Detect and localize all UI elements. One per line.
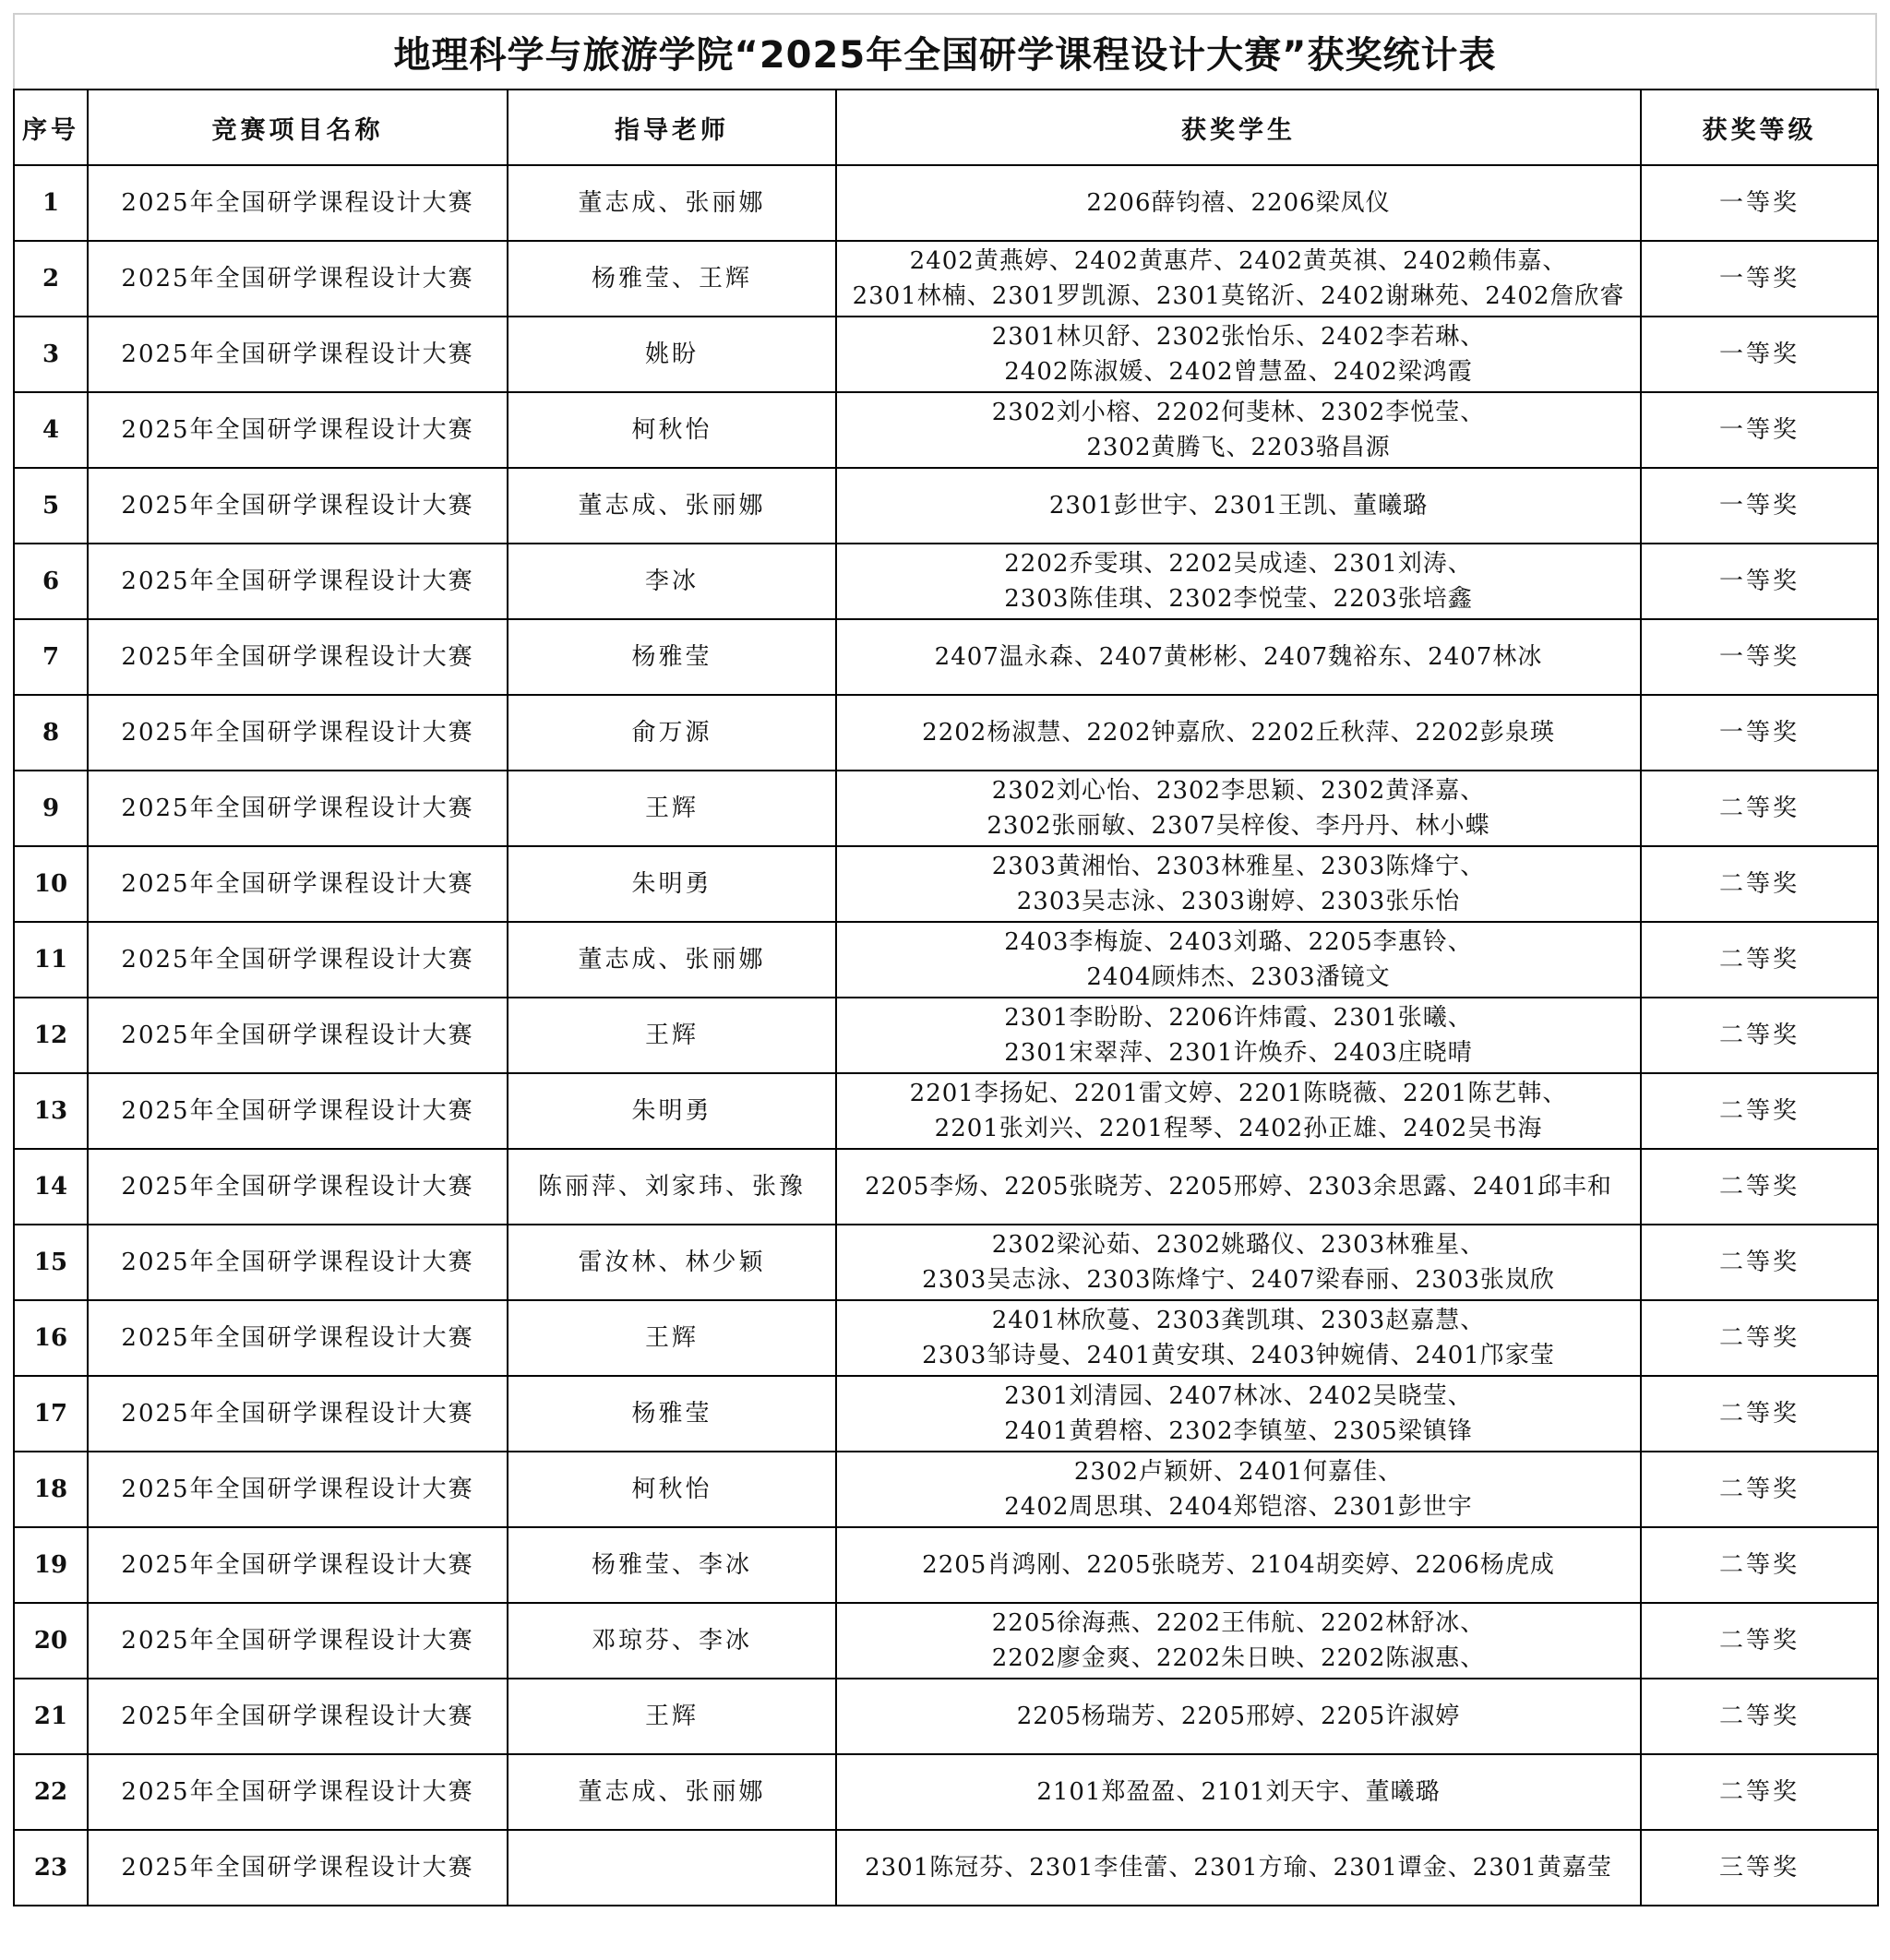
row-index: 10	[14, 846, 88, 922]
project-name: 2025年全国研学课程设计大赛	[88, 1225, 508, 1300]
header-teacher: 指导老师	[508, 90, 836, 165]
project-name: 2025年全国研学课程设计大赛	[88, 1376, 508, 1452]
student-line: 2303黄湘怡、2303林雅星、2303陈烽宁、	[991, 853, 1486, 880]
teacher-names: 雷汝林、林少颖	[508, 1225, 836, 1300]
student-names	[836, 771, 1641, 846]
table-row	[14, 241, 1878, 317]
student-names	[836, 1225, 1641, 1300]
award-level: 二等奖	[1641, 1754, 1878, 1830]
table-row	[14, 1376, 1878, 1452]
project-name: 2025年全国研学课程设计大赛	[88, 1679, 508, 1754]
teacher-names: 姚盼	[508, 317, 836, 392]
project-name: 2025年全国研学课程设计大赛	[88, 619, 508, 695]
student-line: 2201张刘兴、2201程琴、2402孙正雄、2402吴书海	[934, 1115, 1543, 1142]
row-index: 13	[14, 1073, 88, 1149]
project-name: 2025年全国研学课程设计大赛	[88, 1527, 508, 1603]
row-index: 22	[14, 1754, 88, 1830]
row-index: 14	[14, 1149, 88, 1225]
award-level: 二等奖	[1641, 1149, 1878, 1225]
project-name: 2025年全国研学课程设计大赛	[88, 317, 508, 392]
student-names	[836, 619, 1641, 695]
row-index: 2	[14, 241, 88, 317]
award-level: 二等奖	[1641, 1225, 1878, 1300]
project-name: 2025年全国研学课程设计大赛	[88, 998, 508, 1073]
student-names	[836, 1073, 1641, 1149]
student-line: 2401黄碧榕、2302李镇堃、2305梁镇锋	[1004, 1417, 1473, 1445]
table-row	[14, 165, 1878, 241]
table-row	[14, 846, 1878, 922]
student-line: 2301李盼盼、2206许炜霞、2301张曦、	[1004, 1004, 1473, 1032]
teacher-names: 俞万源	[508, 695, 836, 771]
header-students: 获奖学生	[836, 90, 1641, 165]
award-level: 一等奖	[1641, 619, 1878, 695]
row-index: 1	[14, 165, 88, 241]
award-level: 二等奖	[1641, 846, 1878, 922]
student-names	[836, 317, 1641, 392]
project-name: 2025年全国研学课程设计大赛	[88, 922, 508, 998]
award-level: 一等奖	[1641, 468, 1878, 544]
row-index: 6	[14, 544, 88, 619]
row-index: 23	[14, 1830, 88, 1906]
award-level: 二等奖	[1641, 1073, 1878, 1149]
project-name: 2025年全国研学课程设计大赛	[88, 544, 508, 619]
student-line: 2301彭世宇、2301王凯、董曦璐	[1048, 492, 1429, 520]
row-index: 8	[14, 695, 88, 771]
header-row	[14, 90, 1878, 165]
header-level: 获奖等级	[1641, 90, 1878, 165]
teacher-names: 陈丽萍、刘家玮、张豫	[508, 1149, 836, 1225]
teacher-names: 朱明勇	[508, 1073, 836, 1149]
student-line: 2302刘小榕、2202何斐林、2302李悦莹、	[991, 399, 1486, 426]
award-rows	[14, 165, 1878, 1906]
award-sheet	[13, 13, 1877, 1949]
award-level: 二等奖	[1641, 1300, 1878, 1376]
project-name: 2025年全国研学课程设计大赛	[88, 1754, 508, 1830]
student-line: 2301林楠、2301罗凯源、2301莫铭沂、2402谢琳苑、2402詹欣睿	[852, 282, 1625, 310]
student-line: 2205李炀、2205张晓芳、2205邢婷、2303余思露、2401邱丰和	[865, 1173, 1612, 1201]
table-row	[14, 1149, 1878, 1225]
student-line: 2403李梅旋、2403刘璐、2205李惠铃、	[1004, 928, 1473, 956]
student-names	[836, 1527, 1641, 1603]
table-row	[14, 1830, 1878, 1906]
student-names	[836, 922, 1641, 998]
sheet-title: 地理科学与旅游学院“2025年全国研学课程设计大赛”获奖统计表	[13, 13, 1877, 89]
student-names	[836, 1830, 1641, 1906]
student-line: 2202廖金爽、2202朱日映、2202陈淑惠、	[991, 1644, 1486, 1672]
row-index: 16	[14, 1300, 88, 1376]
teacher-names: 董志成、张丽娜	[508, 922, 836, 998]
table-row	[14, 544, 1878, 619]
table-row	[14, 1452, 1878, 1527]
student-line: 2302卢颖妍、2401何嘉佳、	[1073, 1458, 1404, 1486]
award-level: 二等奖	[1641, 1679, 1878, 1754]
row-index: 21	[14, 1679, 88, 1754]
student-names	[836, 1376, 1641, 1452]
teacher-names: 柯秋怡	[508, 1452, 836, 1527]
teacher-names: 李冰	[508, 544, 836, 619]
student-names	[836, 1754, 1641, 1830]
table-row	[14, 922, 1878, 998]
student-names	[836, 695, 1641, 771]
award-level: 一等奖	[1641, 392, 1878, 468]
teacher-names: 董志成、张丽娜	[508, 468, 836, 544]
table-row	[14, 1679, 1878, 1754]
student-names	[836, 165, 1641, 241]
student-names	[836, 1149, 1641, 1225]
student-names	[836, 1300, 1641, 1376]
project-name: 2025年全国研学课程设计大赛	[88, 392, 508, 468]
award-level: 一等奖	[1641, 317, 1878, 392]
teacher-names: 王辉	[508, 771, 836, 846]
project-name: 2025年全国研学课程设计大赛	[88, 1149, 508, 1225]
teacher-names: 杨雅莹、李冰	[508, 1527, 836, 1603]
teacher-names: 杨雅莹	[508, 1376, 836, 1452]
table-row	[14, 1754, 1878, 1830]
student-line: 2302梁沁茹、2302姚璐仪、2303林雅星、	[991, 1231, 1486, 1259]
student-names	[836, 241, 1641, 317]
table-row	[14, 771, 1878, 846]
award-level: 二等奖	[1641, 1603, 1878, 1679]
row-index: 17	[14, 1376, 88, 1452]
student-names	[836, 1679, 1641, 1754]
header-project: 竞赛项目名称	[88, 90, 508, 165]
teacher-names	[508, 1830, 836, 1906]
award-level: 二等奖	[1641, 771, 1878, 846]
header-index: 序号	[14, 90, 88, 165]
teacher-names: 杨雅莹	[508, 619, 836, 695]
student-line: 2302黄腾飞、2203骆昌源	[1086, 434, 1391, 461]
project-name: 2025年全国研学课程设计大赛	[88, 1300, 508, 1376]
project-name: 2025年全国研学课程设计大赛	[88, 165, 508, 241]
student-line: 2303邹诗曼、2401黄安琪、2403钟婉倩、2401邝家莹	[922, 1342, 1555, 1369]
row-index: 19	[14, 1527, 88, 1603]
teacher-names: 王辉	[508, 1300, 836, 1376]
award-level: 二等奖	[1641, 1452, 1878, 1527]
teacher-names: 王辉	[508, 998, 836, 1073]
table-row	[14, 1300, 1878, 1376]
student-names	[836, 1603, 1641, 1679]
student-line: 2202乔雯琪、2202吴成逵、2301刘涛、	[1004, 550, 1473, 578]
project-name: 2025年全国研学课程设计大赛	[88, 241, 508, 317]
student-line: 2401林欣蔓、2303龚凯琪、2303赵嘉慧、	[991, 1307, 1486, 1334]
student-line: 2402陈淑媛、2402曾慧盈、2402梁鸿霞	[1004, 358, 1473, 386]
student-line: 2101郑盈盈、2101刘天宇、董曦璐	[1036, 1778, 1441, 1806]
student-line: 2202杨淑慧、2202钟嘉欣、2202丘秋萍、2202彭泉瑛	[922, 719, 1555, 747]
student-line: 2303吴志泳、2303谢婷、2303张乐怡	[1016, 888, 1461, 915]
project-name: 2025年全国研学课程设计大赛	[88, 1452, 508, 1527]
row-index: 15	[14, 1225, 88, 1300]
student-line: 2302刘心怡、2302李思颖、2302黄泽嘉、	[991, 777, 1486, 805]
table-row	[14, 695, 1878, 771]
table-row	[14, 1527, 1878, 1603]
table-row	[14, 392, 1878, 468]
student-line: 2301陈冠芬、2301李佳蕾、2301方瑜、2301谭金、2301黄嘉莹	[865, 1854, 1612, 1882]
student-line: 2205徐海燕、2202王伟航、2202林舒冰、	[991, 1609, 1486, 1637]
table-row	[14, 1225, 1878, 1300]
table-row	[14, 317, 1878, 392]
project-name: 2025年全国研学课程设计大赛	[88, 468, 508, 544]
row-index: 11	[14, 922, 88, 998]
project-name: 2025年全国研学课程设计大赛	[88, 695, 508, 771]
teacher-names: 朱明勇	[508, 846, 836, 922]
student-line: 2402黄燕婷、2402黄惠芹、2402黄英祺、2402赖伟嘉、	[909, 247, 1568, 275]
student-line: 2402周思琪、2404郑铠溶、2301彭世宇	[1004, 1493, 1473, 1521]
student-line: 2205杨瑞芳、2205邢婷、2205许淑婷	[1016, 1703, 1461, 1730]
award-level: 一等奖	[1641, 544, 1878, 619]
row-index: 9	[14, 771, 88, 846]
student-line: 2404顾炜杰、2303潘镜文	[1086, 963, 1391, 991]
student-line: 2205肖鸿刚、2205张晓芳、2104胡奕婷、2206杨虎成	[922, 1551, 1555, 1579]
student-line: 2301刘清园、2407林冰、2402吴晓莹、	[1004, 1382, 1473, 1410]
student-line: 2201李扬妃、2201雷文婷、2201陈晓薇、2201陈艺韩、	[909, 1080, 1568, 1107]
award-level: 三等奖	[1641, 1830, 1878, 1906]
award-level: 二等奖	[1641, 998, 1878, 1073]
row-index: 18	[14, 1452, 88, 1527]
student-line: 2407温永森、2407黄彬彬、2407魏裕东、2407林冰	[934, 643, 1543, 671]
student-line: 2302张丽敏、2307吴梓俊、李丹丹、林小蝶	[987, 812, 1490, 840]
student-names	[836, 468, 1641, 544]
student-line: 2301宋翠萍、2301许焕乔、2403庄晓晴	[1004, 1039, 1473, 1067]
row-index: 4	[14, 392, 88, 468]
table-row	[14, 1073, 1878, 1149]
table-row	[14, 619, 1878, 695]
table-row	[14, 998, 1878, 1073]
row-index: 5	[14, 468, 88, 544]
project-name: 2025年全国研学课程设计大赛	[88, 771, 508, 846]
student-line: 2303陈佳琪、2302李悦莹、2203张培鑫	[1004, 585, 1473, 613]
award-level: 二等奖	[1641, 1376, 1878, 1452]
student-line: 2303吴志泳、2303陈烽宁、2407梁春丽、2303张岚欣	[922, 1266, 1555, 1294]
award-level: 一等奖	[1641, 165, 1878, 241]
student-line: 2206薛钧禧、2206梁凤仪	[1086, 189, 1391, 217]
awards-table	[13, 89, 1879, 1906]
award-level: 二等奖	[1641, 922, 1878, 998]
teacher-names: 王辉	[508, 1679, 836, 1754]
student-names	[836, 392, 1641, 468]
award-level: 一等奖	[1641, 241, 1878, 317]
project-name: 2025年全国研学课程设计大赛	[88, 1073, 508, 1149]
table-row	[14, 468, 1878, 544]
award-level: 二等奖	[1641, 1527, 1878, 1603]
student-names	[836, 544, 1641, 619]
student-line: 2301林贝舒、2302张怡乐、2402李若琳、	[991, 323, 1486, 351]
teacher-names: 董志成、张丽娜	[508, 1754, 836, 1830]
teacher-names: 董志成、张丽娜	[508, 165, 836, 241]
row-index: 20	[14, 1603, 88, 1679]
row-index: 12	[14, 998, 88, 1073]
project-name: 2025年全国研学课程设计大赛	[88, 1830, 508, 1906]
row-index: 7	[14, 619, 88, 695]
student-names	[836, 1452, 1641, 1527]
project-name: 2025年全国研学课程设计大赛	[88, 846, 508, 922]
student-names	[836, 846, 1641, 922]
row-index: 3	[14, 317, 88, 392]
project-name: 2025年全国研学课程设计大赛	[88, 1603, 508, 1679]
table-row	[14, 1603, 1878, 1679]
student-names	[836, 998, 1641, 1073]
teacher-names: 邓琼芬、李冰	[508, 1603, 836, 1679]
teacher-names: 柯秋怡	[508, 392, 836, 468]
award-level: 一等奖	[1641, 695, 1878, 771]
teacher-names: 杨雅莹、王辉	[508, 241, 836, 317]
